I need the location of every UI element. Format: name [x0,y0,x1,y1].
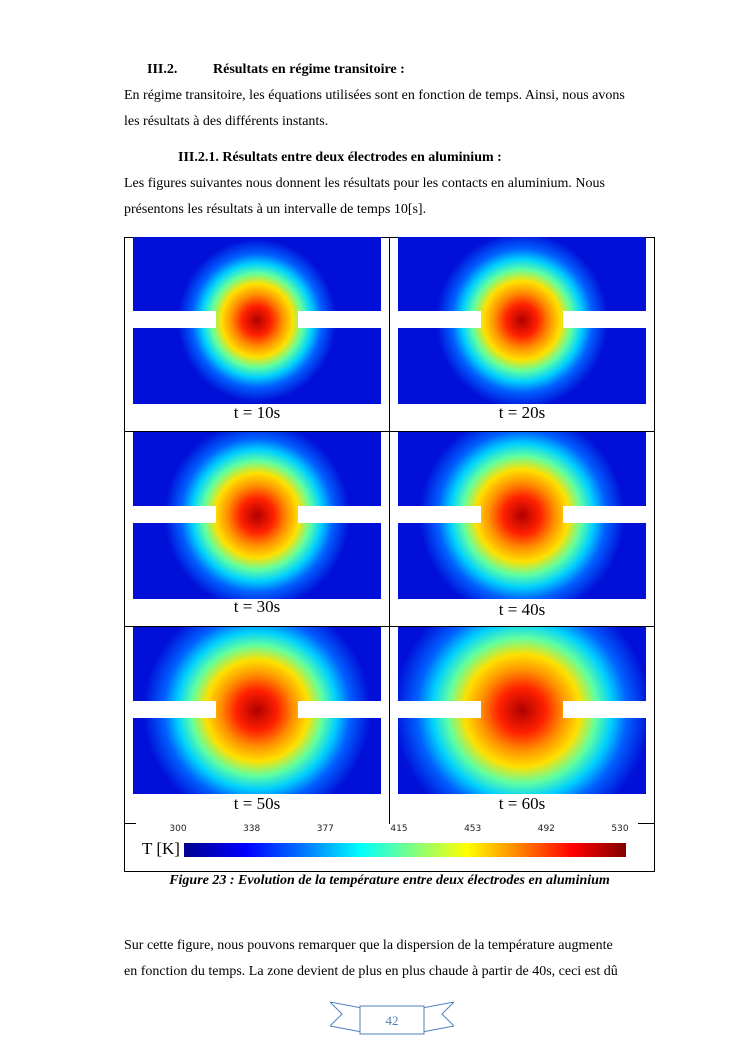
electrode-gap-left [133,506,216,523]
heatmap-panel-3 [133,432,381,599]
electrode-gap-right [563,311,646,328]
electrode-gap-left [133,701,216,718]
subsection-heading: III.2.1. Résultats entre deux électrodes en aluminium : [178,150,502,165]
colorbar-tick-label: 300 [169,824,187,834]
heatmap-panel-1 [133,237,381,404]
colorbar-tick-label: 415 [390,824,408,834]
heatmap-panel-4 [398,432,646,599]
electrode-gap-left [398,311,481,328]
page-number: 42 [385,1013,399,1028]
heatmap-svg [398,237,646,404]
panel-5-time-label: t = 50s [233,794,281,813]
electrode-gap-left [398,701,481,718]
figure-row-divider-3-left [124,823,136,824]
colorbar-tick-label: 492 [537,824,555,834]
electrode-gap-right [298,311,381,328]
heatmap-svg [398,627,646,794]
figure-column-divider [389,237,390,824]
colorbar-tick-label: 453 [464,824,482,834]
heatmap-svg [133,627,381,794]
subsection-paragraph [124,171,655,223]
heatmap-svg [398,432,646,599]
heatmap-panel-6 [398,627,646,794]
discussion-line-2: en fonction du temps. La zone devient de plus en plus chaude à partir de 40s, ceci est dû [124,964,618,979]
panel-2-time-label: t = 20s [498,403,546,422]
colorbar [184,843,626,857]
electrode-gap-left [133,311,216,328]
figure-row-divider-3-right [638,823,655,824]
figure-frame-bottom [124,871,655,872]
panel-6-time-label: t = 60s [498,794,546,813]
electrode-gap-right [563,506,646,523]
intro-line-2: les résultats à des différents instants. [124,114,329,129]
discussion-paragraph [124,933,655,985]
electrode-gap-left [398,506,481,523]
section-number: III.2. [147,62,178,77]
heatmap-svg [133,432,381,599]
colorbar-unit-label: T [K] [142,839,180,858]
colorbar-tick-label: 530 [611,824,629,834]
intro-line-1: En régime transitoire, les équations utilisées sont en fonction de temps. Ainsi, nous avons [124,88,625,103]
section-heading [147,62,405,78]
section-title: Résultats en régime transitoire : [213,62,405,77]
subintro-line-1: Les figures suivantes nous donnent les résultats pour les contacts en aluminium. Nous [124,176,605,191]
discussion-line-1: Sur cette figure, nous pouvons remarquer que la dispersion de la température augmente [124,938,613,953]
figure-frame-right [654,237,655,872]
colorbar-tick-label: 377 [316,824,334,834]
intro-paragraph [124,83,655,135]
subintro-line-2: présentons les résultats à un intervalle de temps 10[s]. [124,202,427,217]
heatmap-svg [133,237,381,404]
figure-caption: Figure 23 : Evolution de la température entre deux électrodes en aluminium [169,873,610,888]
figure-23 [124,237,655,872]
electrode-gap-right [563,701,646,718]
panel-4-time-label: t = 40s [498,600,546,619]
heatmap-panel-2 [398,237,646,404]
figure-frame-left [124,237,125,872]
colorbar-ticks [169,824,629,836]
panel-3-time-label: t = 30s [233,597,281,616]
panel-1-time-label: t = 10s [233,403,281,422]
colorbar-tick-label: 338 [243,824,261,834]
electrode-gap-right [298,701,381,718]
heatmap-panel-5 [133,627,381,794]
electrode-gap-right [298,506,381,523]
page-number-ribbon [330,998,454,1038]
